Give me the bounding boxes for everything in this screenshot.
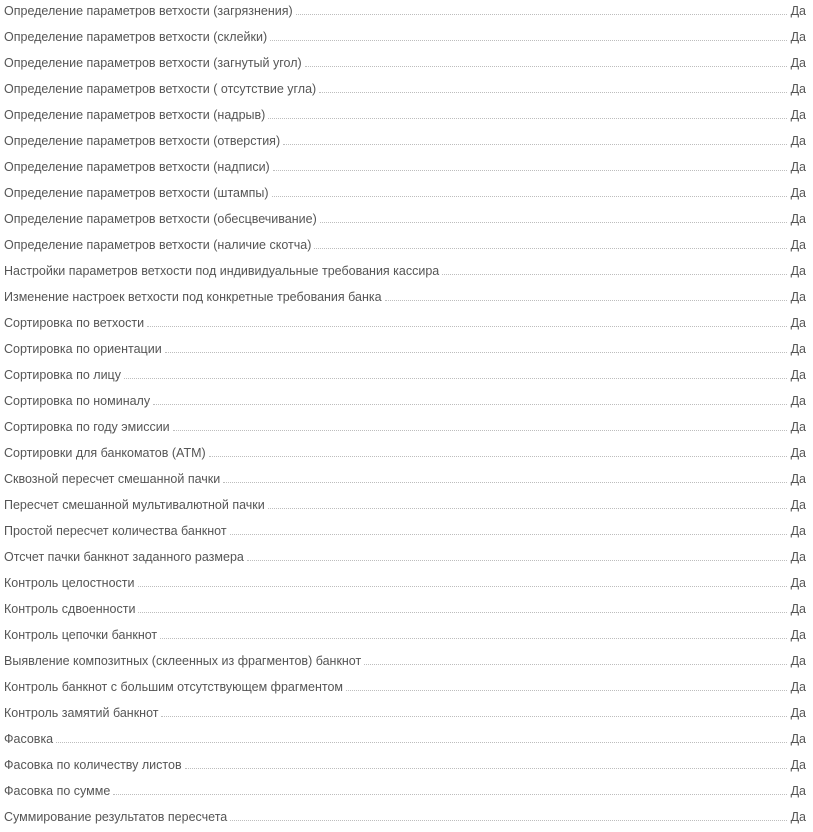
spec-name: Контроль целостности [4, 576, 135, 590]
dotted-leader [165, 352, 787, 353]
dotted-leader [138, 612, 786, 613]
spec-name: Определение параметров ветхости (загрязнения) [4, 4, 293, 18]
spec-name: Определение параметров ветхости (надписи) [4, 160, 270, 174]
spec-row [4, 676, 806, 702]
spec-name: Сортировка по году эмиссии [4, 420, 170, 434]
spec-value: Да [790, 316, 806, 330]
dotted-leader [364, 664, 786, 665]
dotted-leader [272, 196, 787, 197]
spec-row [4, 312, 806, 338]
spec-name: Фасовка по сумме [4, 784, 111, 798]
spec-row [4, 780, 806, 806]
spec-value: Да [790, 550, 806, 564]
dotted-leader [209, 456, 787, 457]
dotted-leader [319, 92, 786, 93]
spec-row [4, 650, 806, 676]
dotted-leader [173, 430, 787, 431]
dotted-leader [161, 716, 786, 717]
spec-name: Пересчет смешанной мультивалютной пачки [4, 498, 265, 512]
spec-row [4, 494, 806, 520]
spec-row [4, 390, 806, 416]
spec-value: Да [790, 576, 806, 590]
spec-value: Да [790, 810, 806, 824]
spec-value: Да [790, 758, 806, 772]
spec-value: Да [790, 654, 806, 668]
spec-value: Да [790, 212, 806, 226]
dotted-leader [296, 14, 787, 15]
spec-name: Определение параметров ветхости (штампы) [4, 186, 269, 200]
spec-name: Контроль сдвоенности [4, 602, 136, 616]
spec-value: Да [790, 160, 806, 174]
dotted-leader [230, 820, 786, 821]
spec-name: Простой пересчет количества банкнот [4, 524, 227, 538]
spec-name: Определение параметров ветхости (наличие скотча) [4, 238, 312, 252]
spec-name: Контроль банкнот с большим отсутствующем фрагментом [4, 680, 343, 694]
spec-row [4, 286, 806, 312]
dotted-leader [147, 326, 787, 327]
spec-value: Да [790, 186, 806, 200]
spec-row [4, 338, 806, 364]
spec-row [4, 52, 806, 78]
dotted-leader [283, 144, 786, 145]
dotted-leader [314, 248, 786, 249]
dotted-leader [320, 222, 787, 223]
dotted-leader [160, 638, 786, 639]
spec-row [4, 364, 806, 390]
spec-name: Изменение настроек ветхости под конкретные требования банка [4, 290, 382, 304]
spec-value: Да [790, 732, 806, 746]
spec-row [4, 806, 806, 832]
spec-row [4, 156, 806, 182]
dotted-leader [124, 378, 787, 379]
dotted-leader [230, 534, 787, 535]
spec-name: Определение параметров ветхости ( отсутствие угла) [4, 82, 317, 96]
dotted-leader [385, 300, 787, 301]
spec-row [4, 260, 806, 286]
spec-value: Да [790, 56, 806, 70]
spec-value: Да [790, 680, 806, 694]
spec-row [4, 182, 806, 208]
spec-row [4, 468, 806, 494]
spec-row [4, 546, 806, 572]
dotted-leader [113, 794, 786, 795]
spec-value: Да [790, 264, 806, 278]
dotted-leader [442, 274, 786, 275]
spec-name: Фасовка [4, 732, 54, 746]
spec-value: Да [790, 446, 806, 460]
spec-row [4, 234, 806, 260]
spec-value: Да [790, 134, 806, 148]
spec-row [4, 572, 806, 598]
spec-value: Да [790, 30, 806, 44]
dotted-leader [273, 170, 787, 171]
spec-name: Отсчет пачки банкнот заданного размера [4, 550, 244, 564]
spec-value: Да [790, 342, 806, 356]
spec-name: Фасовка по количеству листов [4, 758, 182, 772]
spec-row [4, 624, 806, 650]
spec-name: Настройки параметров ветхости под индивидуальные требования кассира [4, 264, 440, 278]
spec-row [4, 520, 806, 546]
dotted-leader [346, 690, 787, 691]
spec-row [4, 754, 806, 780]
spec-name: Сортировка по номиналу [4, 394, 151, 408]
dotted-leader [223, 482, 786, 483]
spec-name: Контроль цепочки банкнот [4, 628, 158, 642]
spec-value: Да [790, 498, 806, 512]
spec-value: Да [790, 524, 806, 538]
dotted-leader [270, 40, 786, 41]
spec-name: Сортировка по лицу [4, 368, 121, 382]
dotted-leader [56, 742, 786, 743]
spec-value: Да [790, 784, 806, 798]
spec-row [4, 26, 806, 52]
spec-name: Суммирование результатов пересчета [4, 810, 228, 824]
spec-name: Определение параметров ветхости (склейки) [4, 30, 268, 44]
spec-list [4, 0, 806, 832]
spec-value: Да [790, 706, 806, 720]
spec-value: Да [790, 628, 806, 642]
dotted-leader [185, 768, 787, 769]
dotted-leader [247, 560, 787, 561]
spec-name: Определение параметров ветхости (загнутый угол) [4, 56, 302, 70]
spec-row [4, 728, 806, 754]
spec-row [4, 0, 806, 26]
spec-name: Сортировки для банкоматов (ATM) [4, 446, 206, 460]
spec-value: Да [790, 4, 806, 18]
spec-value: Да [790, 290, 806, 304]
spec-name: Сортировка по ветхости [4, 316, 145, 330]
spec-name: Определение параметров ветхости (обесцвечивание) [4, 212, 317, 226]
dotted-leader [268, 508, 787, 509]
spec-name: Контроль замятий банкнот [4, 706, 159, 720]
spec-row [4, 702, 806, 728]
spec-row [4, 78, 806, 104]
spec-row [4, 130, 806, 156]
spec-value: Да [790, 82, 806, 96]
dotted-leader [305, 66, 787, 67]
dotted-leader [138, 586, 787, 587]
spec-name: Сортировка по ориентации [4, 342, 162, 356]
spec-value: Да [790, 108, 806, 122]
spec-row [4, 416, 806, 442]
dotted-leader [153, 404, 786, 405]
spec-value: Да [790, 420, 806, 434]
spec-row [4, 104, 806, 130]
spec-value: Да [790, 602, 806, 616]
dotted-leader [268, 118, 786, 119]
spec-value: Да [790, 238, 806, 252]
spec-value: Да [790, 472, 806, 486]
spec-name: Выявление композитных (склеенных из фрагментов) банкнот [4, 654, 362, 668]
spec-name: Определение параметров ветхости (отверстия) [4, 134, 281, 148]
spec-row [4, 598, 806, 624]
spec-row [4, 442, 806, 468]
spec-value: Да [790, 368, 806, 382]
spec-row [4, 208, 806, 234]
spec-name: Сквозной пересчет смешанной пачки [4, 472, 221, 486]
spec-value: Да [790, 394, 806, 408]
spec-name: Определение параметров ветхости (надрыв) [4, 108, 266, 122]
